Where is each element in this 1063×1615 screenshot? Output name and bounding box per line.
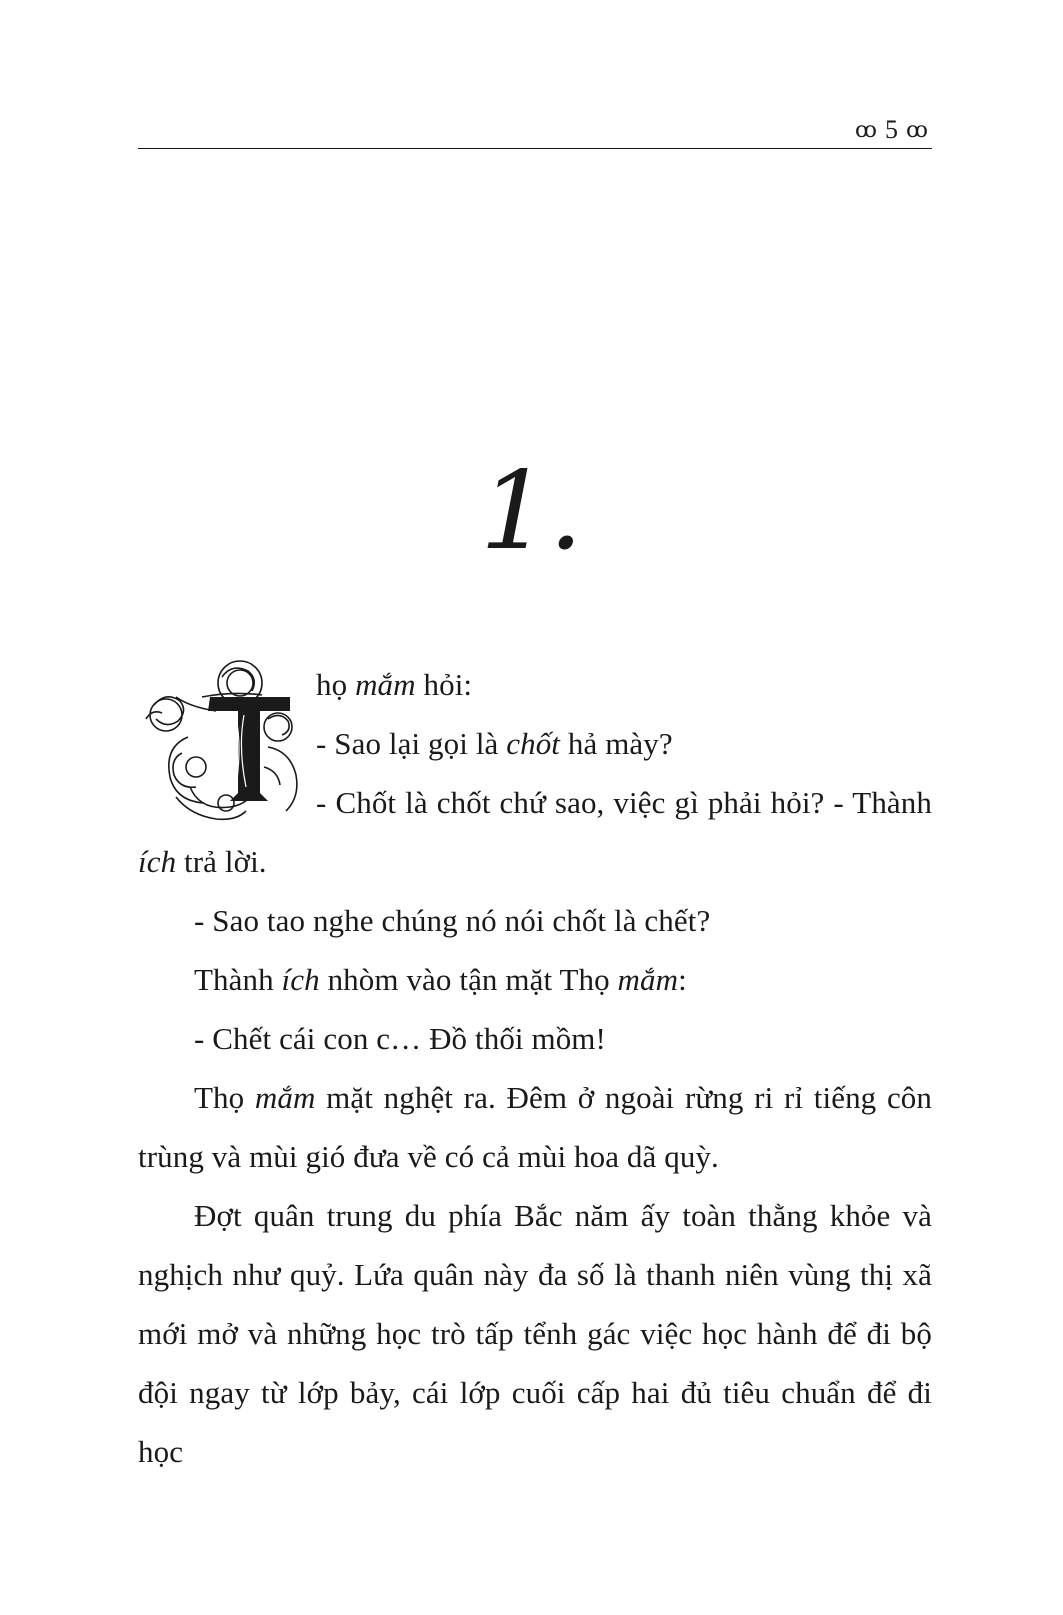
page-number: 5 — [885, 115, 899, 144]
right-ornament-icon: ꝏ — [906, 117, 928, 142]
paragraph-4: - Sao tao nghe chúng nó nói chốt là chết? — [194, 903, 711, 938]
paragraph-3: - Chốt là chốt chứ sao, việc gì phải hỏi? - Thành ích trả lời. — [138, 785, 932, 879]
left-ornament-icon: ꝏ — [855, 117, 878, 142]
chapter-number: 1. — [479, 449, 584, 574]
paragraph-8: Đợt quân trung du phía Bắc năm ấy toàn thằng khỏe và nghịch như quỷ. Lứa quân này đa số là thanh niên vùng thị xã mới mở và những học trò tấp tểnh gác việc học hành để đi bộ đội ngay từ lớp bảy, cái lớp cuối cấp hai đủ tiêu chuẩn để đi học — [138, 1198, 932, 1469]
running-header — [138, 112, 932, 149]
paragraph-1: họ mắm hỏi: — [316, 667, 473, 702]
paragraph-5: Thành ích nhòm vào tận mặt Thọ mắm: — [194, 962, 687, 997]
ornamental-drop-cap-icon — [136, 657, 308, 827]
paragraph-7: Thọ mắm mặt nghệt ra. Đêm ở ngoài rừng ri rỉ tiếng côn trùng và mùi gió đưa về có cả mùi hoa dã quỳ. — [138, 1080, 932, 1174]
page-number-group — [855, 116, 928, 144]
paragraph-6: - Chết cái con c… Đồ thối mồm! — [194, 1021, 606, 1056]
paragraph-2: - Sao lại gọi là chốt hả mày? — [316, 726, 673, 761]
body-text — [138, 655, 932, 1481]
